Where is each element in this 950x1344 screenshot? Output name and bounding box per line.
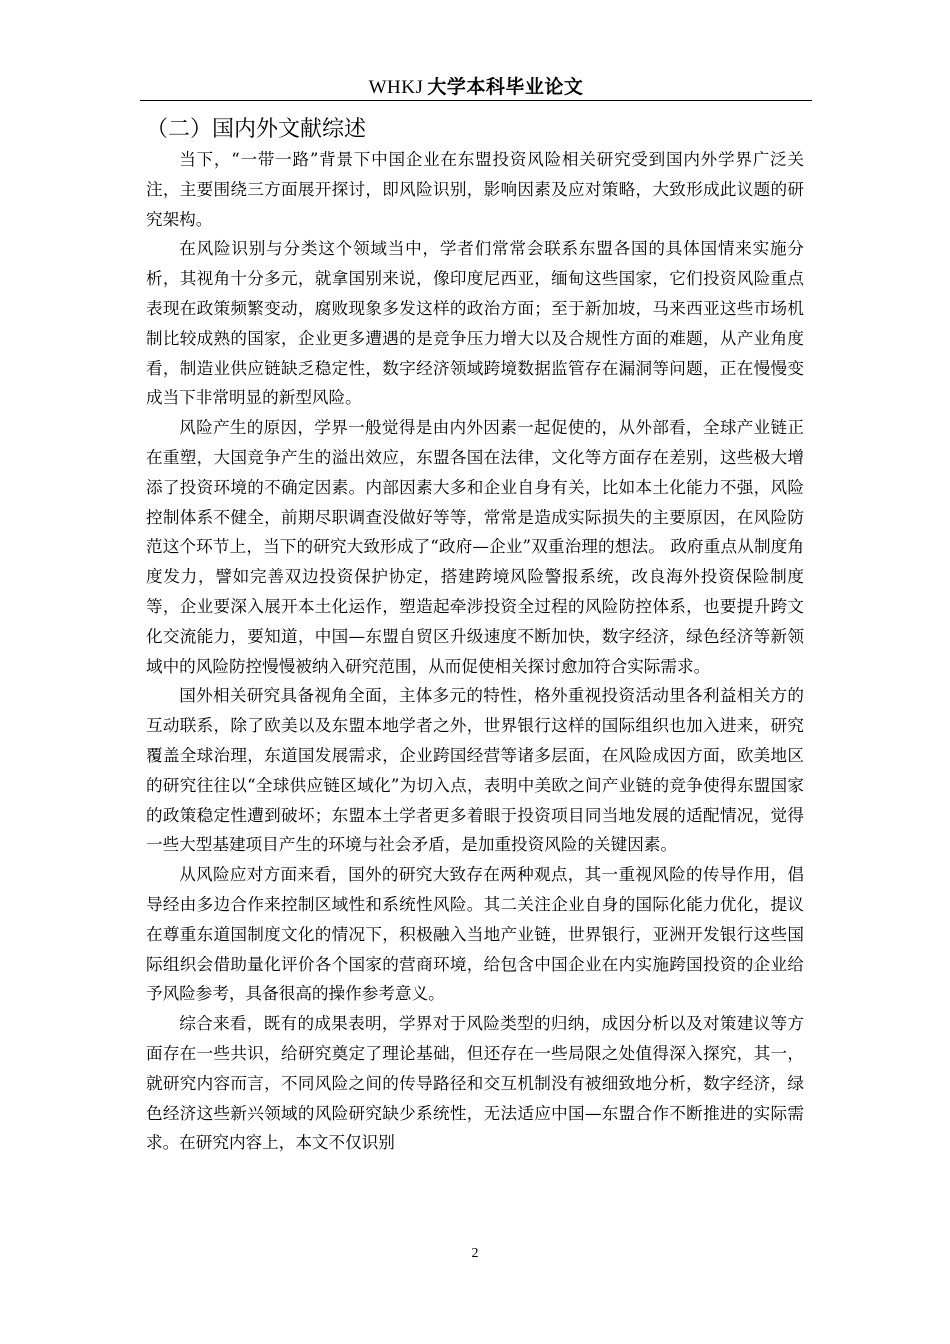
body-text (146, 145, 804, 1158)
paragraph-1: 当下，“一带一路”背景下中国企业在东盟投资风险相关研究受到国内外学界广泛关注，主要围绕三方面展开探讨，即风险识别，影响因素及应对策略，大致形成此议题的研究架构。 (146, 150, 804, 229)
section-heading: （二）国内外文献综述 (146, 117, 367, 142)
paragraph-3: 风险产生的原因，学界一般觉得是由内外因素一起促使的，从外部看，全球产业链正在重塑，大国竞争产生的溢出效应，东盟各国在法律，文化等方面存在差别，这些极大增添了投资环境的不确定因素。内部因素大多和企业自身有关，比如本土化能力不强，风险控制体系不健全，前期尽职调查没做好等等，常常是造成实际损失的主要原因，在风险防范这个环节上，当下的研究大致形成了“政府—企业”双重治理的想法。 政府重点从制度角度发力，譬如完善双边投资保护协定，搭建跨境风险警报系统，改良海外投资保险制度等，企业要深入展开本土化运作，塑造起牵涉投资全过程的风险防控体系，也要提升跨文化交流能力，要知道，中国—东盟自贸区升级速度不断加快，数字经济，绿色经济等新领域中的风险防控慢慢被纳入研究范围，从而促使相关探讨愈加符合实际需求。 (146, 418, 804, 676)
header-rule (140, 100, 812, 101)
header-prefix: WHKJ (368, 77, 424, 98)
paragraph-4: 国外相关研究具备视角全面，主体多元的特性，格外重视投资活动里各利益相关方的互动联系，除了欧美以及东盟本地学者之外，世界银行这样的国际组织也加入进来，研究覆盖全球治理，东道国发展需求，企业跨国经营等诸多层面，在风险成因方面，欧美地区的研究往往以“全球供应链区域化”为切入点，表明中美欧之间产业链的竞争使得东盟国家的政策稳定性遭到破坏；东盟本土学者更多着眼于投资项目同当地发展的适配情况，觉得一些大型基建项目产生的环境与社会矛盾，是加重投资风险的关键因素。 (146, 686, 804, 855)
running-header (140, 72, 812, 98)
header-title: 大学本科毕业论文 (427, 76, 584, 98)
paragraph-6: 综合来看，既有的成果表明，学界对于风险类型的归纳，成因分析以及对策建议等方面存在一些共识，给研究奠定了理论基础，但还存在一些局限之处值得深入探究，其一，就研究内容而言，不同风险之间的传导路径和交互机制没有被细致地分析，数字经济，绿色经济这些新兴领域的风险研究缺少系统性，无法适应中国—东盟合作不断推进的实际需求。在研究内容上，本文不仅识别 (146, 1014, 804, 1153)
paragraph-2: 在风险识别与分类这个领域当中，学者们常常会联系东盟各国的具体国情来实施分析，其视角十分多元，就拿国别来说，像印度尼西亚，缅甸这些国家，它们投资风险重点表现在政策频繁变动，腐败现象多发这样的政治方面；至于新加坡，马来西亚这些市场机制比较成熟的国家，企业更多遭遇的是竞争压力增大以及合规性方面的难题，从产业角度看，制造业供应链缺乏稳定性，数字经济领域跨境数据监管存在漏洞等问题，正在慢慢变成当下非常明显的新型风险。 (146, 239, 804, 408)
paragraph-5: 从风险应对方面来看，国外的研究大致存在两种观点，其一重视风险的传导作用，倡导经由多边合作来控制区域性和系统性风险。其二关注企业自身的国际化能力优化，提议在尊重东道国制度文化的情况下，积极融入当地产业链，世界银行，亚洲开发银行这些国际组织会借助量化评价各个国家的营商环境，给包含中国企业在内实施跨国投资的企业给予风险参考，具备很高的操作参考意义。 (146, 865, 804, 1004)
page-number: 2 (471, 1246, 479, 1261)
